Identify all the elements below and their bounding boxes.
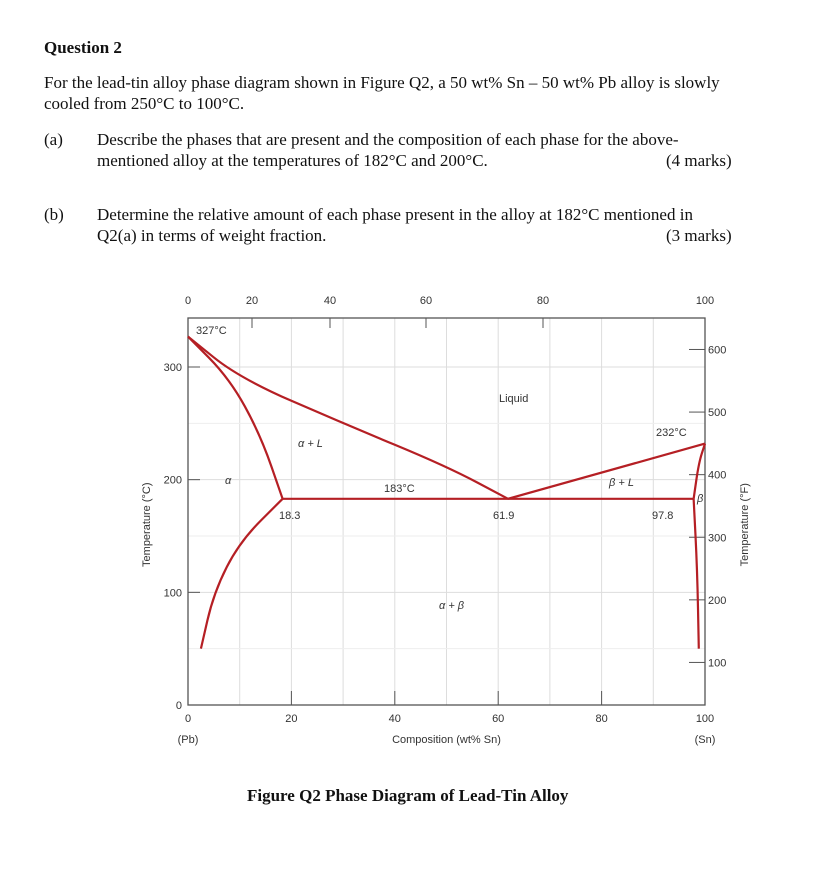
- alpha-beta-region-label: α + β: [439, 600, 465, 612]
- top-tick-label: 20: [245, 295, 259, 307]
- phase-boundary-solidus-alpha: [188, 337, 283, 499]
- sn-label: (Sn): [694, 734, 716, 746]
- phase-boundary-solvus-beta: [694, 499, 699, 649]
- y-tick-label: 300: [163, 362, 182, 374]
- eutectic-composition-label: 61.9: [493, 510, 515, 522]
- y-tick-label: 0: [175, 700, 182, 712]
- beta-composition-label: 97.8: [652, 510, 674, 522]
- x-tick-label: 100: [695, 713, 715, 725]
- top-tick-label: 80: [536, 295, 550, 307]
- alpha-liquid-region-label: α + L: [298, 438, 323, 450]
- phase-boundary-liquidus-right: [508, 444, 705, 499]
- beta-liquid-region-label: β + L: [609, 477, 634, 489]
- y-axis-label: Temperature (°C): [141, 482, 153, 567]
- right-tick-label: 100: [708, 657, 727, 670]
- figure-caption: Figure Q2 Phase Diagram of Lead-Tin Alloy: [247, 786, 569, 805]
- top-tick-label: 60: [419, 295, 433, 307]
- pb-label: (Pb): [177, 734, 199, 746]
- pb-melting-label: 327°C: [196, 325, 227, 337]
- alpha-composition-label: 18.3: [279, 510, 301, 522]
- right-tick-label: 500: [708, 407, 727, 420]
- alpha-region-label: α: [225, 475, 232, 487]
- top-tick-label: 0: [184, 295, 192, 307]
- x-tick-label: 0: [184, 713, 192, 725]
- part-a-text-2: mentioned alloy at the temperatures of 182°C and 200°C.: [97, 151, 488, 170]
- beta-region-label: β: [697, 493, 704, 505]
- x-axis-label: Composition (wt% Sn): [392, 734, 501, 746]
- part-b-text-2: Q2(a) in terms of weight fraction.: [97, 226, 327, 245]
- part-a-text-1: Describe the phases that are present and the composition of each phase for the above-: [97, 130, 679, 149]
- top-tick-label: 40: [323, 295, 337, 307]
- y-tick-label: 200: [163, 474, 182, 487]
- sn-melting-label: 232°C: [656, 427, 687, 439]
- liquid-region-label: Liquid: [499, 393, 529, 405]
- intro-text-2: cooled from 250°C to 100°C.: [44, 94, 245, 113]
- part-a-label: (a): [44, 130, 63, 149]
- x-tick-label: 20: [285, 713, 298, 725]
- phase-boundary-liquidus-left: [188, 337, 508, 499]
- eutectic-temperature-label: 183°C: [384, 483, 415, 495]
- y-axis-label-right: Temperature (°F): [739, 483, 751, 567]
- right-tick-label: 400: [708, 469, 727, 482]
- part-b-marks: (3 marks): [666, 226, 732, 245]
- y-tick-label: 100: [163, 587, 182, 600]
- x-tick-label: 80: [595, 713, 608, 725]
- x-tick-label: 40: [388, 713, 401, 725]
- part-b-text-1: Determine the relative amount of each phase present in the alloy at 182°C mentioned in: [97, 205, 693, 224]
- right-tick-label: 200: [708, 594, 727, 607]
- part-a-marks: (4 marks): [666, 151, 732, 170]
- x-tick-label: 60: [492, 713, 505, 725]
- intro-text-1: For the lead-tin alloy phase diagram shown in Figure Q2, a 50 wt% Sn – 50 wt% Pb alloy is slowly: [44, 73, 720, 92]
- phase-boundary-solidus-beta: [694, 444, 705, 499]
- part-b-label: (b): [44, 205, 64, 224]
- right-tick-label: 300: [708, 532, 727, 545]
- phase-boundary-solvus-alpha: [201, 499, 283, 649]
- right-tick-label: 600: [708, 344, 727, 357]
- top-tick-label: 100: [695, 295, 715, 307]
- question-title: Question 2: [44, 38, 122, 57]
